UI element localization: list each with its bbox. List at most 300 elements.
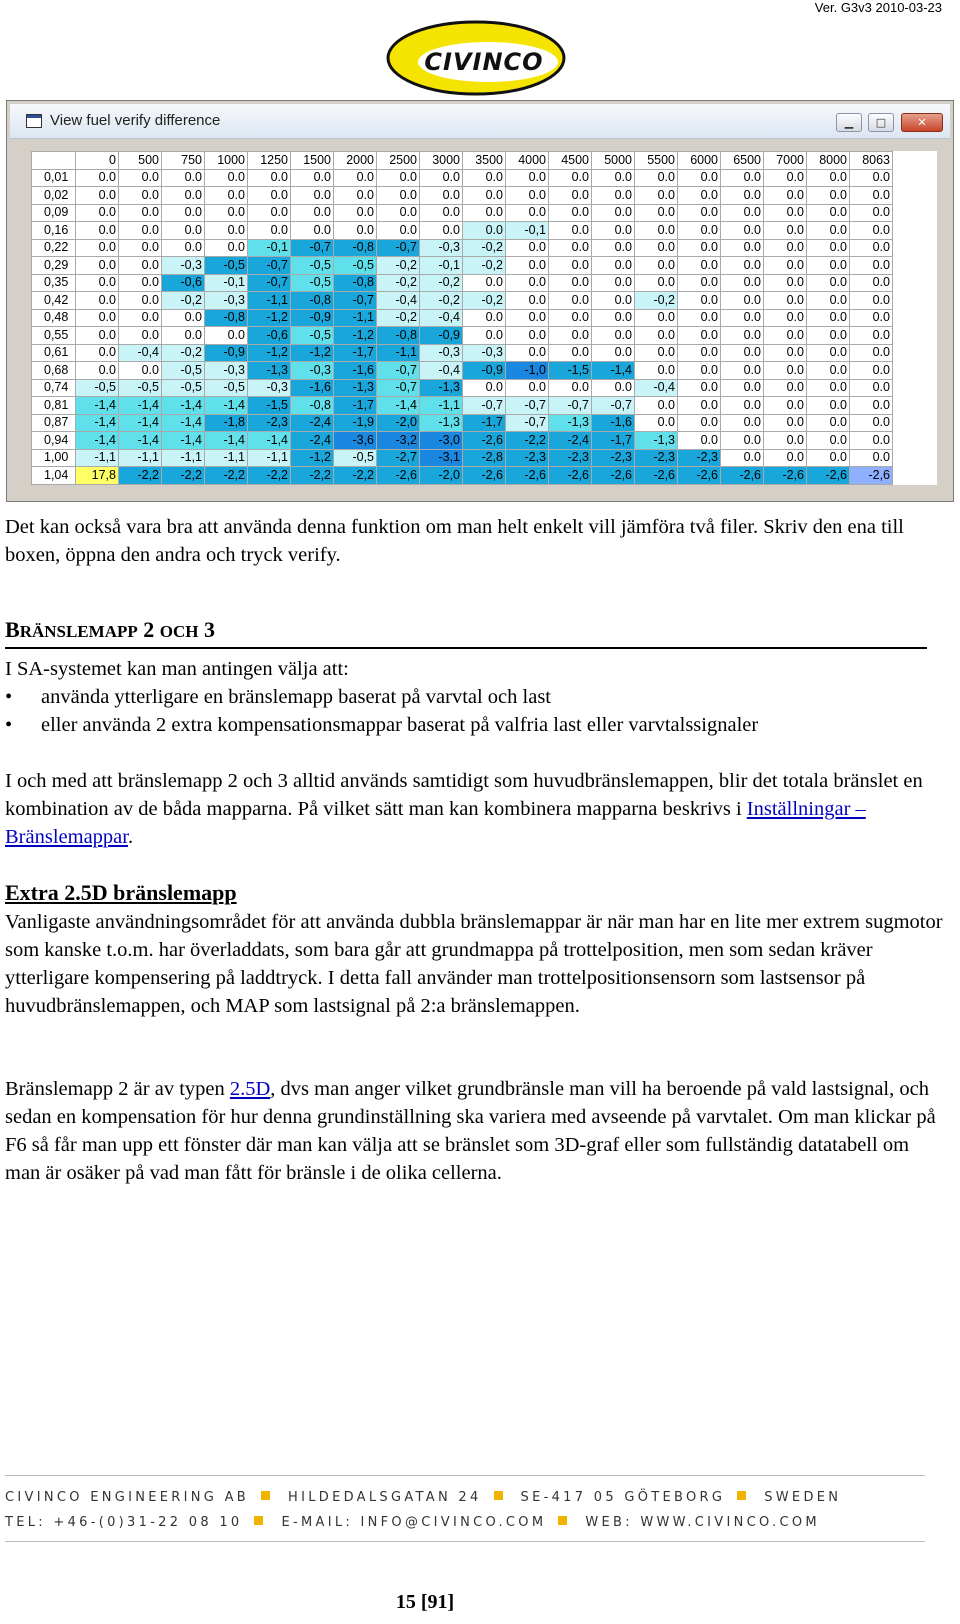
table-cell[interactable]: 0.0 (807, 414, 850, 432)
table-cell[interactable]: 0.0 (678, 239, 721, 257)
table-cell[interactable]: -1,4 (377, 397, 420, 415)
table-cell[interactable]: 0.0 (721, 239, 764, 257)
table-cell[interactable]: -0,9 (291, 309, 334, 327)
table-cell[interactable]: 0.0 (76, 292, 119, 310)
table-cell[interactable]: 0.0 (76, 257, 119, 275)
table-cell[interactable]: -2,6 (377, 467, 420, 485)
table-cell[interactable]: 0.0 (807, 449, 850, 467)
table-cell[interactable]: -0,3 (205, 292, 248, 310)
table-cell[interactable]: 0.0 (592, 257, 635, 275)
table-cell[interactable]: 0.0 (721, 187, 764, 205)
table-cell[interactable]: -1,4 (76, 397, 119, 415)
table-cell[interactable]: -0,7 (506, 414, 549, 432)
table-cell[interactable]: 0.0 (678, 362, 721, 380)
table-cell[interactable]: 0.0 (850, 239, 893, 257)
table-cell[interactable]: -0,3 (248, 379, 291, 397)
table-cell[interactable]: 0.0 (248, 187, 291, 205)
table-cell[interactable]: -3,1 (420, 449, 463, 467)
table-cell[interactable]: 0.0 (635, 187, 678, 205)
table-cell[interactable]: -2,2 (119, 467, 162, 485)
table-cell[interactable]: -1,1 (248, 449, 291, 467)
table-cell[interactable]: 0.0 (291, 187, 334, 205)
table-cell[interactable]: 0.0 (76, 239, 119, 257)
table-cell[interactable]: 0.0 (119, 292, 162, 310)
table-cell[interactable]: 0.0 (420, 187, 463, 205)
table-cell[interactable]: -0,5 (291, 257, 334, 275)
table-cell[interactable]: -1,7 (463, 414, 506, 432)
table-cell[interactable]: 0.0 (850, 222, 893, 240)
table-cell[interactable]: 0.0 (506, 239, 549, 257)
table-cell[interactable]: 0.0 (463, 169, 506, 187)
table-cell[interactable]: 0.0 (764, 169, 807, 187)
table-cell[interactable]: -1,2 (291, 449, 334, 467)
table-cell[interactable]: 0.0 (635, 414, 678, 432)
table-cell[interactable]: -0,5 (119, 379, 162, 397)
table-cell[interactable]: 0.0 (248, 222, 291, 240)
table-cell[interactable]: 0.0 (463, 274, 506, 292)
table-cell[interactable]: -2,3 (592, 449, 635, 467)
table-cell[interactable]: 0.0 (76, 169, 119, 187)
table-cell[interactable]: -2,6 (807, 467, 850, 485)
table-cell[interactable]: 0.0 (721, 257, 764, 275)
table-cell[interactable]: 0.0 (678, 292, 721, 310)
table-cell[interactable]: 0.0 (420, 222, 463, 240)
table-cell[interactable]: 0.0 (721, 292, 764, 310)
table-cell[interactable]: -0,4 (420, 362, 463, 380)
table-cell[interactable]: -0,2 (463, 292, 506, 310)
table-cell[interactable]: -0,1 (506, 222, 549, 240)
table-cell[interactable]: -0,8 (291, 292, 334, 310)
table-cell[interactable]: -0,7 (377, 362, 420, 380)
table-cell[interactable]: -1,1 (119, 449, 162, 467)
table-cell[interactable]: -2,3 (635, 449, 678, 467)
table-cell[interactable]: -2,4 (291, 414, 334, 432)
table-cell[interactable]: -1,1 (420, 397, 463, 415)
table-cell[interactable]: 0.0 (635, 169, 678, 187)
table-cell[interactable]: 0.0 (592, 222, 635, 240)
table-cell[interactable]: -0,5 (205, 257, 248, 275)
table-cell[interactable]: 0.0 (635, 222, 678, 240)
table-cell[interactable]: -2,2 (334, 467, 377, 485)
table-cell[interactable]: -0,2 (635, 292, 678, 310)
table-cell[interactable]: 0.0 (764, 379, 807, 397)
table-cell[interactable]: 0.0 (721, 344, 764, 362)
table-cell[interactable]: -0,1 (205, 274, 248, 292)
table-cell[interactable]: 0.0 (635, 239, 678, 257)
table-cell[interactable]: 0.0 (850, 327, 893, 345)
table-cell[interactable]: -2,6 (721, 467, 764, 485)
table-cell[interactable]: -2,4 (549, 432, 592, 450)
table-cell[interactable]: 0.0 (592, 169, 635, 187)
table-cell[interactable]: 0.0 (549, 239, 592, 257)
table-cell[interactable]: 0.0 (850, 292, 893, 310)
table-cell[interactable]: -2,6 (549, 467, 592, 485)
table-cell[interactable]: -0,3 (420, 344, 463, 362)
table-cell[interactable]: 0.0 (506, 169, 549, 187)
table-cell[interactable]: -1,4 (119, 432, 162, 450)
table-cell[interactable]: -0,4 (635, 379, 678, 397)
table-cell[interactable]: 0.0 (592, 239, 635, 257)
table-cell[interactable]: -1,2 (248, 344, 291, 362)
table-cell[interactable]: -2,0 (420, 467, 463, 485)
table-cell[interactable]: -1,3 (248, 362, 291, 380)
table-cell[interactable]: 0.0 (850, 187, 893, 205)
table-cell[interactable]: 0.0 (764, 397, 807, 415)
table-cell[interactable]: 0.0 (678, 379, 721, 397)
table-cell[interactable]: -0,8 (377, 327, 420, 345)
table-cell[interactable]: -1,7 (334, 344, 377, 362)
table-cell[interactable]: -2,8 (463, 449, 506, 467)
table-cell[interactable]: -1,3 (420, 414, 463, 432)
table-cell[interactable]: 0.0 (549, 204, 592, 222)
table-cell[interactable]: 0.0 (807, 187, 850, 205)
table-cell[interactable]: -0,8 (334, 239, 377, 257)
table-cell[interactable]: 0.0 (377, 187, 420, 205)
table-cell[interactable]: 0.0 (764, 187, 807, 205)
table-cell[interactable]: -0,9 (205, 344, 248, 362)
table-cell[interactable]: -0,7 (248, 257, 291, 275)
table-cell[interactable]: -1,1 (377, 344, 420, 362)
table-cell[interactable]: 0.0 (850, 432, 893, 450)
table-cell[interactable]: 0.0 (205, 187, 248, 205)
table-cell[interactable]: -0,7 (334, 292, 377, 310)
table-cell[interactable]: 0.0 (506, 344, 549, 362)
table-cell[interactable]: 0.0 (592, 344, 635, 362)
table-cell[interactable]: 0.0 (463, 222, 506, 240)
table-cell[interactable]: 0.0 (334, 187, 377, 205)
table-cell[interactable]: 0.0 (549, 187, 592, 205)
table-cell[interactable]: 0.0 (506, 204, 549, 222)
table-cell[interactable]: 0.0 (549, 222, 592, 240)
table-cell[interactable]: 0.0 (506, 327, 549, 345)
table-cell[interactable]: -0,7 (248, 274, 291, 292)
table-cell[interactable]: 0.0 (549, 274, 592, 292)
table-cell[interactable]: 0.0 (549, 379, 592, 397)
table-cell[interactable]: 0.0 (721, 414, 764, 432)
table-cell[interactable]: -2,2 (506, 432, 549, 450)
table-cell[interactable]: 0.0 (850, 274, 893, 292)
table-cell[interactable]: -0,9 (420, 327, 463, 345)
table-cell[interactable]: -1,3 (549, 414, 592, 432)
table-cell[interactable]: -0,3 (463, 344, 506, 362)
table-cell[interactable]: -0,2 (420, 274, 463, 292)
table-cell[interactable]: 0.0 (678, 274, 721, 292)
close-button[interactable]: ✕ (901, 113, 943, 132)
table-cell[interactable]: 0.0 (678, 257, 721, 275)
table-cell[interactable]: 0.0 (205, 327, 248, 345)
settings-fuelmaps-link[interactable]: Inställningar – Bränslemappar (5, 798, 866, 848)
table-cell[interactable]: 0.0 (506, 379, 549, 397)
table-cell[interactable]: 0.0 (76, 274, 119, 292)
table-cell[interactable]: 0.0 (592, 379, 635, 397)
table-cell[interactable]: 0.0 (205, 204, 248, 222)
table-cell[interactable]: 0.0 (248, 204, 291, 222)
table-cell[interactable]: -1,0 (506, 362, 549, 380)
table-cell[interactable]: 0.0 (807, 204, 850, 222)
table-cell[interactable]: -1,6 (592, 414, 635, 432)
table-cell[interactable]: 0.0 (764, 449, 807, 467)
table-cell[interactable]: 17,8 (76, 467, 119, 485)
table-cell[interactable]: 0.0 (76, 344, 119, 362)
table-cell[interactable]: -1,4 (248, 432, 291, 450)
table-cell[interactable]: -2,4 (291, 432, 334, 450)
table-cell[interactable]: -0,3 (420, 239, 463, 257)
table-cell[interactable]: 0.0 (850, 309, 893, 327)
table-cell[interactable]: 0.0 (764, 309, 807, 327)
table-cell[interactable]: 0.0 (850, 397, 893, 415)
table-cell[interactable]: -1,1 (76, 449, 119, 467)
table-cell[interactable]: -3,0 (420, 432, 463, 450)
table-cell[interactable]: 0.0 (592, 274, 635, 292)
table-cell[interactable]: 0.0 (76, 309, 119, 327)
table-cell[interactable]: 0.0 (850, 379, 893, 397)
table-cell[interactable]: 0.0 (205, 222, 248, 240)
table-cell[interactable]: 0.0 (549, 344, 592, 362)
maximize-button[interactable]: □ (868, 113, 894, 132)
table-cell[interactable]: -0,5 (334, 257, 377, 275)
table-cell[interactable]: 0.0 (721, 169, 764, 187)
table-cell[interactable]: 0.0 (721, 362, 764, 380)
table-cell[interactable]: 0.0 (549, 169, 592, 187)
table-cell[interactable]: 0.0 (721, 379, 764, 397)
table-cell[interactable]: 0.0 (678, 169, 721, 187)
table-cell[interactable]: 0.0 (764, 222, 807, 240)
table-cell[interactable]: -2,6 (635, 467, 678, 485)
table-cell[interactable]: 0.0 (248, 169, 291, 187)
table-cell[interactable]: -1,4 (162, 432, 205, 450)
table-cell[interactable]: -0,7 (549, 397, 592, 415)
table-cell[interactable]: 0.0 (506, 309, 549, 327)
table-cell[interactable]: 0.0 (850, 257, 893, 275)
table-cell[interactable]: -1,4 (162, 414, 205, 432)
table-cell[interactable]: 0.0 (807, 344, 850, 362)
table-cell[interactable]: -0,3 (205, 362, 248, 380)
table-cell[interactable]: 0.0 (506, 187, 549, 205)
table-cell[interactable]: 0.0 (764, 414, 807, 432)
minimize-button[interactable]: ▁ (836, 113, 862, 132)
table-cell[interactable]: 0.0 (119, 222, 162, 240)
table-cell[interactable]: 0.0 (678, 204, 721, 222)
table-cell[interactable]: 0.0 (377, 204, 420, 222)
table-cell[interactable]: -2,2 (248, 467, 291, 485)
table-cell[interactable]: 0.0 (764, 362, 807, 380)
table-cell[interactable]: 0.0 (377, 169, 420, 187)
table-cell[interactable]: -1,4 (119, 414, 162, 432)
table-cell[interactable]: 0.0 (850, 414, 893, 432)
table-cell[interactable]: 0.0 (807, 379, 850, 397)
table-cell[interactable]: -0,7 (377, 379, 420, 397)
table-cell[interactable]: 0.0 (807, 397, 850, 415)
table-cell[interactable]: -0,1 (420, 257, 463, 275)
table-cell[interactable]: -0,5 (334, 449, 377, 467)
table-cell[interactable]: -2,3 (549, 449, 592, 467)
table-cell[interactable]: 0.0 (850, 204, 893, 222)
table-cell[interactable]: 0.0 (807, 292, 850, 310)
table-cell[interactable]: -2,6 (592, 467, 635, 485)
table-cell[interactable]: 0.0 (635, 397, 678, 415)
table-cell[interactable]: 0.0 (334, 169, 377, 187)
table-cell[interactable]: 0.0 (162, 222, 205, 240)
table-cell[interactable]: -0,5 (162, 379, 205, 397)
table-cell[interactable]: 0.0 (463, 187, 506, 205)
table-cell[interactable]: -0,6 (248, 327, 291, 345)
table-cell[interactable]: -0,2 (377, 257, 420, 275)
table-cell[interactable]: 0.0 (721, 274, 764, 292)
table-cell[interactable]: -0,2 (463, 257, 506, 275)
table-cell[interactable]: -2,2 (291, 467, 334, 485)
table-cell[interactable]: 0.0 (119, 239, 162, 257)
table-cell[interactable]: -1,4 (205, 432, 248, 450)
table-cell[interactable]: -1,4 (76, 432, 119, 450)
table-cell[interactable]: 0.0 (463, 379, 506, 397)
table-cell[interactable]: 0.0 (119, 169, 162, 187)
table-cell[interactable]: 0.0 (76, 222, 119, 240)
table-cell[interactable]: 0.0 (721, 309, 764, 327)
table-cell[interactable]: 0.0 (764, 274, 807, 292)
table-cell[interactable]: 0.0 (506, 292, 549, 310)
table-cell[interactable]: -0,2 (420, 292, 463, 310)
table-cell[interactable]: 0.0 (592, 187, 635, 205)
table-cell[interactable]: -0,7 (377, 239, 420, 257)
table-cell[interactable]: 0.0 (420, 204, 463, 222)
table-cell[interactable]: 0.0 (119, 187, 162, 205)
table-cell[interactable]: 0.0 (807, 327, 850, 345)
table-cell[interactable]: 0.0 (119, 309, 162, 327)
table-cell[interactable]: -1,1 (162, 449, 205, 467)
table-cell[interactable]: 0.0 (334, 204, 377, 222)
table-cell[interactable]: 0.0 (678, 222, 721, 240)
table-cell[interactable]: 0.0 (764, 327, 807, 345)
table-cell[interactable]: 0.0 (119, 204, 162, 222)
table-cell[interactable]: -2,3 (248, 414, 291, 432)
table-cell[interactable]: 0.0 (807, 432, 850, 450)
table-cell[interactable]: -1,8 (205, 414, 248, 432)
table-cell[interactable]: 0.0 (721, 449, 764, 467)
table-cell[interactable]: -2,3 (506, 449, 549, 467)
table-cell[interactable]: 0.0 (205, 239, 248, 257)
table-cell[interactable]: 0.0 (334, 222, 377, 240)
table-cell[interactable]: 0.0 (721, 432, 764, 450)
table-cell[interactable]: 0.0 (549, 309, 592, 327)
table-cell[interactable]: -1,6 (334, 362, 377, 380)
table-cell[interactable]: -0,4 (420, 309, 463, 327)
table-cell[interactable]: -1,4 (205, 397, 248, 415)
table-cell[interactable]: 0.0 (678, 344, 721, 362)
table-cell[interactable]: -0,2 (162, 344, 205, 362)
table-cell[interactable]: -2,2 (162, 467, 205, 485)
table-cell[interactable]: -1,4 (162, 397, 205, 415)
table-cell[interactable]: -0,5 (205, 379, 248, 397)
table-cell[interactable]: 0.0 (635, 344, 678, 362)
table-cell[interactable]: 0.0 (205, 169, 248, 187)
table-cell[interactable]: 0.0 (291, 222, 334, 240)
table-cell[interactable]: 0.0 (76, 187, 119, 205)
table-cell[interactable]: -0,2 (377, 274, 420, 292)
table-cell[interactable]: -0,2 (463, 239, 506, 257)
footer-web[interactable]: WEB: WWW.CIVINCO.COM (585, 1515, 820, 1530)
table-cell[interactable]: 0.0 (850, 169, 893, 187)
table-cell[interactable]: -0,8 (334, 274, 377, 292)
table-cell[interactable]: 0.0 (119, 362, 162, 380)
table-cell[interactable]: 0.0 (764, 204, 807, 222)
table-cell[interactable]: 0.0 (807, 309, 850, 327)
table-cell[interactable]: 0.0 (635, 309, 678, 327)
table-cell[interactable]: 0.0 (592, 327, 635, 345)
table-cell[interactable]: 0.0 (850, 449, 893, 467)
table-cell[interactable]: -0,8 (205, 309, 248, 327)
table-cell[interactable]: -0,7 (506, 397, 549, 415)
table-cell[interactable]: -0,7 (592, 397, 635, 415)
table-cell[interactable]: 0.0 (678, 397, 721, 415)
table-cell[interactable]: 0.0 (162, 309, 205, 327)
table-cell[interactable]: 0.0 (635, 204, 678, 222)
table-cell[interactable]: -1,9 (334, 414, 377, 432)
table-cell[interactable]: 0.0 (592, 204, 635, 222)
table-cell[interactable]: 0.0 (764, 344, 807, 362)
table-cell[interactable]: -0,7 (463, 397, 506, 415)
table-cell[interactable]: -2,6 (506, 467, 549, 485)
table-cell[interactable]: -1,5 (248, 397, 291, 415)
table-cell[interactable]: -1,4 (76, 414, 119, 432)
table-cell[interactable]: 0.0 (807, 169, 850, 187)
table-cell[interactable]: -0,5 (291, 327, 334, 345)
table-cell[interactable]: 0.0 (162, 239, 205, 257)
table-cell[interactable]: 0.0 (119, 257, 162, 275)
table-cell[interactable]: -1,5 (549, 362, 592, 380)
table-cell[interactable]: 0.0 (678, 309, 721, 327)
table-cell[interactable]: 0.0 (549, 257, 592, 275)
table-cell[interactable]: 0.0 (506, 257, 549, 275)
table-cell[interactable]: -1,7 (334, 397, 377, 415)
table-cell[interactable]: 0.0 (592, 309, 635, 327)
table-cell[interactable]: 0.0 (764, 257, 807, 275)
table-cell[interactable]: -0,3 (162, 257, 205, 275)
table-cell[interactable]: -0,9 (463, 362, 506, 380)
table-cell[interactable]: 0.0 (721, 204, 764, 222)
table-cell[interactable]: 0.0 (678, 187, 721, 205)
table-cell[interactable]: 0.0 (506, 274, 549, 292)
table-cell[interactable]: 0.0 (119, 274, 162, 292)
table-cell[interactable]: 0.0 (807, 274, 850, 292)
table-cell[interactable]: -2,6 (463, 467, 506, 485)
table-cell[interactable]: 0.0 (635, 362, 678, 380)
table-cell[interactable]: -1,7 (592, 432, 635, 450)
table-cell[interactable]: -0,8 (291, 397, 334, 415)
table-cell[interactable]: 0.0 (162, 169, 205, 187)
table-cell[interactable]: -1,4 (119, 397, 162, 415)
table-cell[interactable]: 0.0 (678, 432, 721, 450)
table-cell[interactable]: -0,5 (162, 362, 205, 380)
table-cell[interactable]: 0.0 (678, 327, 721, 345)
table-cell[interactable]: -1,2 (248, 309, 291, 327)
table-cell[interactable]: 0.0 (549, 327, 592, 345)
table-cell[interactable]: 0.0 (463, 204, 506, 222)
table-cell[interactable]: 0.0 (549, 292, 592, 310)
table-cell[interactable]: -0,6 (162, 274, 205, 292)
footer-email[interactable]: E-MAIL: INFO@CIVINCO.COM (281, 1515, 547, 1530)
table-cell[interactable]: 0.0 (764, 239, 807, 257)
table-cell[interactable]: -2,6 (764, 467, 807, 485)
table-cell[interactable]: -1,2 (334, 327, 377, 345)
table-cell[interactable]: -2,3 (678, 449, 721, 467)
table-cell[interactable]: 0.0 (162, 204, 205, 222)
table-cell[interactable]: 0.0 (592, 292, 635, 310)
table-cell[interactable]: 0.0 (678, 414, 721, 432)
table-cell[interactable]: -0,2 (162, 292, 205, 310)
table-cell[interactable]: 0.0 (162, 187, 205, 205)
table-cell[interactable]: 0.0 (291, 204, 334, 222)
table-cell[interactable]: 0.0 (76, 204, 119, 222)
